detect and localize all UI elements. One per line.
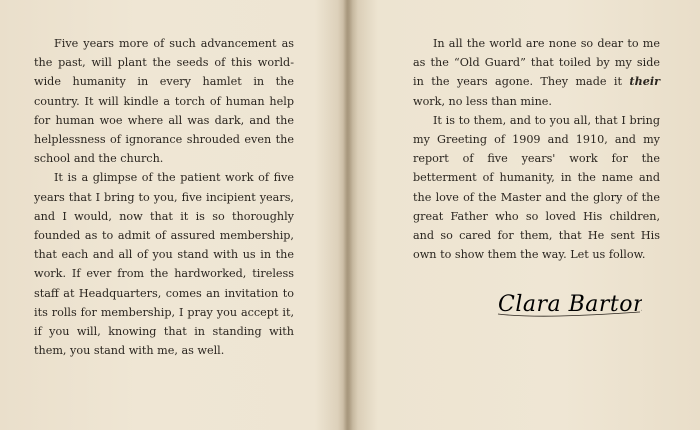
- right-paragraph-1: [413, 34, 660, 111]
- left-page: [34, 34, 294, 360]
- right-page: [413, 34, 660, 264]
- left-paragraph-1: Five years more of such advancement as the past, will plant the seeds of this world-wide humanity in every hamlet in the country. It will kindle a torch of human help for human woe where all was dark, and the helplessness of ignorance shrouded even the school and the church.: [34, 37, 294, 166]
- emphasis-their: their: [629, 74, 660, 89]
- signature-image: [492, 285, 642, 325]
- right-paragraph-1-text-a: In all the world are none so dear to me as the “Old Guard” that toiled by my side in the years agone. They made it: [413, 37, 660, 89]
- right-paragraph-1-text-b: work, no less than mine.: [413, 94, 552, 108]
- signature: [492, 285, 642, 325]
- signature-text: Clara Barton: [498, 292, 642, 317]
- center-fold: [338, 0, 358, 430]
- left-paragraph-2: It is a glimpse of the patient work of five years that I bring to you, five incipient years, and I would, now that it is so thoroughly founded as to admit of assured membership, that each and all of you stand with us in the work. If ever from the hardworked, tireless staff at Headquarters, comes an invitation to its rolls for membership, I pray you accept it, if you will, knowing that in standing with them, you stand with me, as well.: [34, 171, 294, 358]
- right-paragraph-2: It is to them, and to you all, that I bring my Greeting of 1909 and 1910, and my report of five years' work for the betterment of humanity, in the name and the love of the Master and the glory of the great Father who so loved His children, and so cared for them, that He sent His own to show them the way. Let us follow.: [413, 113, 660, 262]
